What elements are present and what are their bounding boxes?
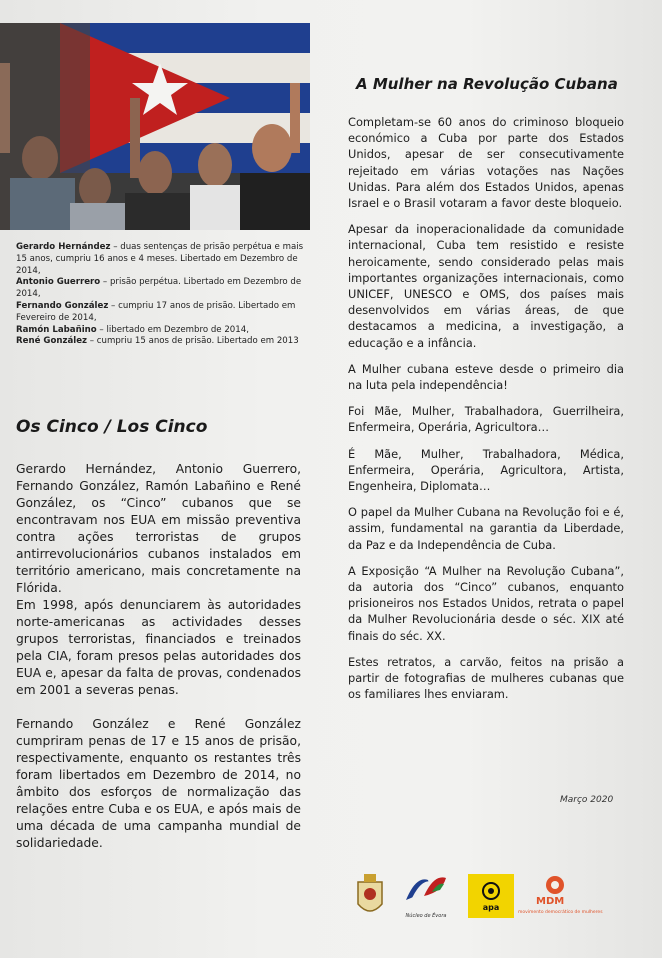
paragraph: Apesar da inoperacionalidade da comunidade internacional, Cuba tem resistido e resiste heroicamente, sendo considerado pelas mais importantes organizações internacionais, como UNICEF, UNESCO e OMS, dos países mais desenvolvidos em várias áreas, de que destacamos a medicina, a investigação, a educação e a infância. (348, 222, 624, 350)
caption-line: Ramón Labañino – libertado em Dezembro de 2014, (16, 324, 249, 335)
paragraph: Completam-se 60 anos do criminoso bloqueio económico a Cuba por parte dos Estados Unidos, apesar de ser consecutivamente rejeitado em várias votações nas Nações Unidas. Para além dos Estados Unidos, apenas Israel e o Brasil votaram a favor deste bloqueio. (348, 115, 624, 211)
paragraph: Gerardo Hernández, Antonio Guerrero, Fernando González, Ramón Labañino e René González, os “Cinco” cubanos que se encontravam nos EUA em missão preventiva contra ações terroristas de grupos antirrevolucionários cubanos instalados em território americano, mais concretamente na Flórida. (16, 462, 301, 595)
section-title-os-cinco: Os Cinco / Los Cinco (16, 417, 208, 437)
os-cinco-body (16, 461, 301, 869)
paragraph: O papel da Mulher Cubana na Revolução foi e é, assim, fundamental na garantia da Liberdade, da Paz e da Independência de Cuba. (348, 505, 624, 552)
paragraph: Foi Mãe, Mulher, Trabalhadora, Guerrilheira, Enfermeira, Operária, Agricultora… (348, 404, 624, 435)
paragraph: A Exposição “A Mulher na Revolução Cubana”, da autoria dos “Cinco” cubanos, enquanto prisioneiros nos Estados Unidos, retrata o papel da Mulher Revolucionária desde o séc. XIX até finais do séc. XX. (348, 563, 624, 643)
apa-label: apa (482, 903, 500, 912)
paragraph: A Mulher cubana esteve desde o primeiro dia na luta pela independência! (348, 361, 624, 393)
paragraph: Fernando González e René González cumpriram penas de 17 e 15 anos de prisão, respectivamente, enquanto os restantes três foram libertados em Dezembro de 2014, no âmbito dos esforços de normalização das relações entre Cuba e os EUA, e após mais de uma década de uma campanha mundial de solidariedade. (16, 717, 301, 850)
sponsor-logos (350, 868, 630, 928)
caption-line: Gerardo Hernández – duas sentenças de prisão perpétua e mais 15 anos, cumpriu 16 anos e 4 meses. Libertado em Dezembro de 2014, (16, 242, 304, 276)
paragraph: É Mãe, Mulher, Trabalhadora, Médica, Enfermeira, Operária, Agricultora, Artista, Engenheira, Diplomata… (348, 446, 624, 494)
nucleo-evora-label: Núcleo de Évora (405, 913, 447, 919)
section-title-mulher: A Mulher na Revolução Cubana (356, 75, 618, 93)
mdm-sub-label: movimento democrático de mulheres (518, 910, 603, 915)
caption-line: Antonio Guerrero – prisão perpétua. Libertado em Dezembro de 2014, (16, 277, 302, 300)
mulher-body (348, 114, 624, 713)
solidarity-flags-icon (402, 870, 450, 908)
mdm-label: MDM (536, 896, 565, 907)
photo-caption (16, 242, 306, 348)
evora-coat-of-arms-icon (354, 872, 386, 920)
caption-line: René González – cumpriu 15 anos de prisão. Libertado em 2013 (16, 336, 299, 347)
date-label: Março 2020 (560, 795, 614, 805)
mdm-flower-icon (540, 874, 570, 896)
apa-logo (468, 874, 514, 918)
cinco-photo (0, 23, 310, 230)
cinco-photo-illustration (0, 23, 310, 230)
caption-line: Fernando González – cumpriu 17 anos de prisão. Libertado em Fevereiro de 2014, (16, 300, 296, 323)
paragraph: Estes retratos, a carvão, feitos na prisão a partir de fotografias de mulheres cubanas que os familiares lhes enviaram. (348, 654, 624, 702)
paragraph: Em 1998, após denunciarem às autoridades norte-americanas as actividades desses grupos terroristas, financiados e treinados pela CIA, foram presos pelas autoridades dos EUA e, apesar da falta de provas, condenados em 2001 a severas penas. (16, 598, 301, 697)
